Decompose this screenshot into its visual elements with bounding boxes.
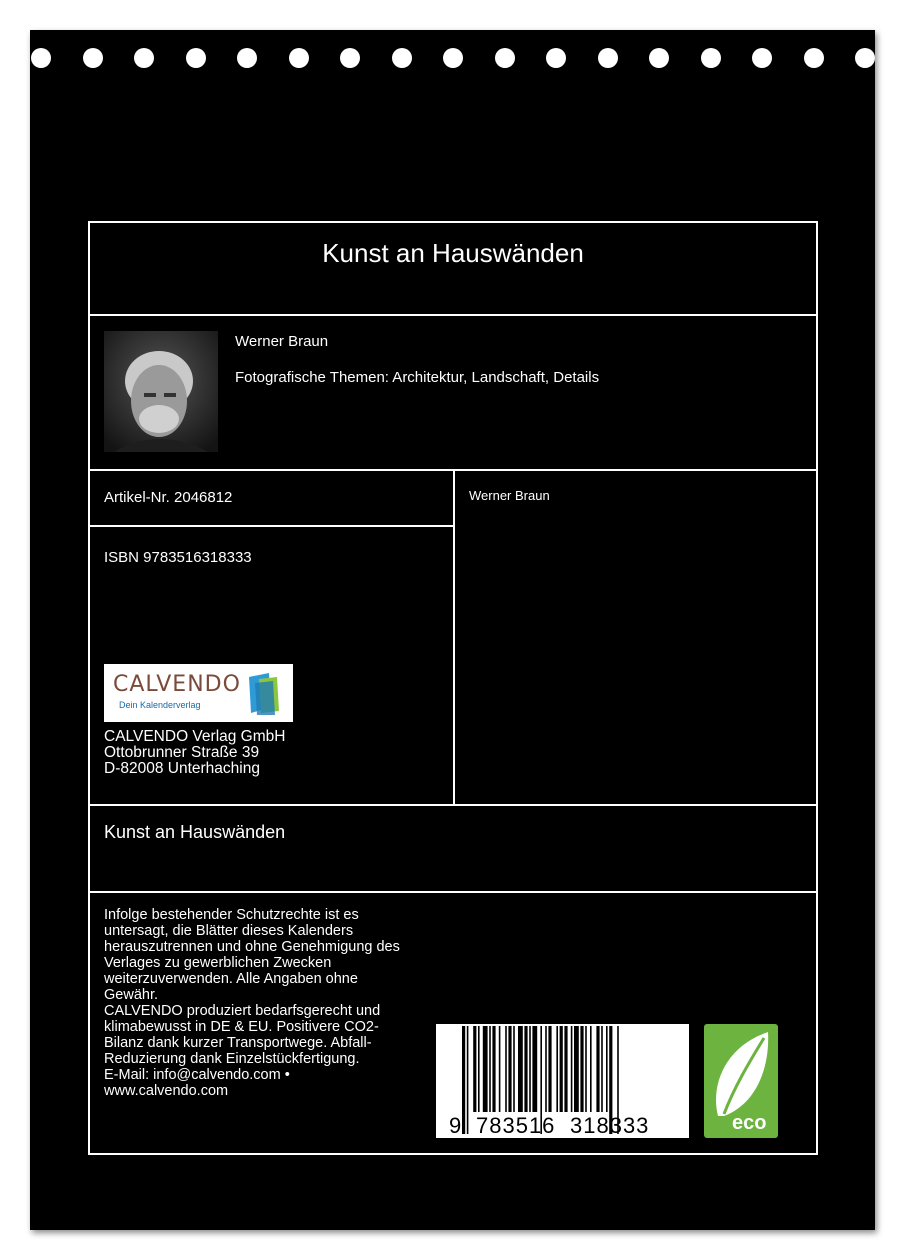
binding-hole — [237, 48, 257, 68]
binding-hole — [804, 48, 824, 68]
barcode-bar — [462, 1026, 465, 1134]
barcode-bar — [596, 1026, 599, 1112]
divider — [453, 469, 455, 806]
binding-hole — [752, 48, 772, 68]
divider — [88, 804, 818, 806]
barcode-bar — [518, 1026, 523, 1112]
binding-hole — [443, 48, 463, 68]
binding-hole — [31, 48, 51, 68]
article-number: Artikel-Nr. 2046812 — [104, 489, 233, 506]
barcode-first-digit: 9 — [449, 1113, 462, 1138]
barcode-bar — [590, 1026, 592, 1112]
barcode-bar — [606, 1026, 608, 1112]
binding-hole — [855, 48, 875, 68]
barcode-bar — [499, 1026, 501, 1112]
barcode-group-2: 318333 — [570, 1113, 650, 1138]
binding-hole — [186, 48, 206, 68]
author-portrait — [104, 331, 218, 452]
divider — [88, 891, 818, 893]
barcode-bar — [489, 1026, 491, 1112]
binding-hole — [701, 48, 721, 68]
calendar-subtitle: Kunst an Hauswänden — [104, 822, 286, 842]
binding-hole — [392, 48, 412, 68]
publisher-line-3: D-82008 Unterhaching — [104, 760, 260, 777]
barcode-bar — [524, 1026, 527, 1112]
right-panel-author: Werner Braun — [469, 488, 550, 503]
author-themes: Fotografische Themen: Architektur, Landschaft, Details — [235, 369, 600, 386]
binding-hole — [340, 48, 360, 68]
logo-page-icon — [245, 673, 281, 715]
barcode-bar — [529, 1026, 531, 1112]
isbn-barcode — [436, 1024, 689, 1138]
logo-tagline: Dein Kalenderverlag — [119, 700, 201, 710]
barcode-bar — [560, 1026, 563, 1112]
barcode-bar — [505, 1026, 507, 1112]
barcode-bars — [436, 1024, 689, 1138]
publisher-line-1: CALVENDO Verlag GmbH — [104, 728, 286, 745]
barcode-bar — [564, 1026, 567, 1112]
barcode-bar — [492, 1026, 495, 1112]
author-name: Werner Braun — [235, 333, 329, 350]
barcode-bar — [585, 1026, 587, 1112]
eco-label: eco — [732, 1112, 767, 1134]
barcode-bar — [473, 1026, 476, 1112]
calendar-title: Kunst an Hauswänden — [322, 238, 584, 268]
barcode-bar — [467, 1026, 469, 1134]
barcode-bar — [545, 1026, 547, 1112]
calvendo-logo — [104, 664, 293, 722]
eco-badge — [704, 1024, 778, 1138]
binding-hole — [83, 48, 103, 68]
logo-wordmark: CALVENDO — [113, 672, 241, 697]
barcode-bar — [513, 1026, 515, 1112]
barcode-group-1: 783516 — [476, 1113, 556, 1138]
binding-hole — [649, 48, 669, 68]
barcode-bar — [601, 1026, 603, 1112]
binding-holes — [0, 0, 905, 80]
publisher-address — [104, 729, 285, 777]
binding-hole — [598, 48, 618, 68]
barcode-bar — [508, 1026, 511, 1112]
barcode-bar — [548, 1026, 551, 1112]
legal-notice: Infolge bestehender Schutzrechte ist es untersagt, die Blätter dieses Kalenders herauszutrennen und ohne Genehmigung des Verlages zu gewerblichen Zwecken weiterzuverwenden. Alle Angaben ohne Gewähr. CALVENDO produziert bedarfsgerecht und klimabewusst in DE & EU. Positivere CO2- Bilanz dank kurzer Transportwege. Abfall- Reduzierung dank Einzelstückfertigung. E-Mail: info@calvendo.com • www.calvendo.com — [104, 907, 400, 1099]
barcode-bar — [571, 1026, 573, 1112]
barcode-bar — [574, 1026, 579, 1112]
binding-hole — [289, 48, 309, 68]
binding-hole — [495, 48, 515, 68]
barcode-bar — [532, 1026, 537, 1112]
barcode-bar — [580, 1026, 583, 1112]
barcode-bar — [483, 1026, 488, 1112]
binding-hole — [546, 48, 566, 68]
binding-hole — [134, 48, 154, 68]
divider — [88, 525, 455, 527]
barcode-bar — [556, 1026, 558, 1112]
publisher-line-2: Ottobrunner Straße 39 — [104, 744, 260, 761]
divider — [88, 314, 818, 316]
isbn: ISBN 9783516318333 — [104, 549, 252, 566]
barcode-bar — [478, 1026, 480, 1112]
